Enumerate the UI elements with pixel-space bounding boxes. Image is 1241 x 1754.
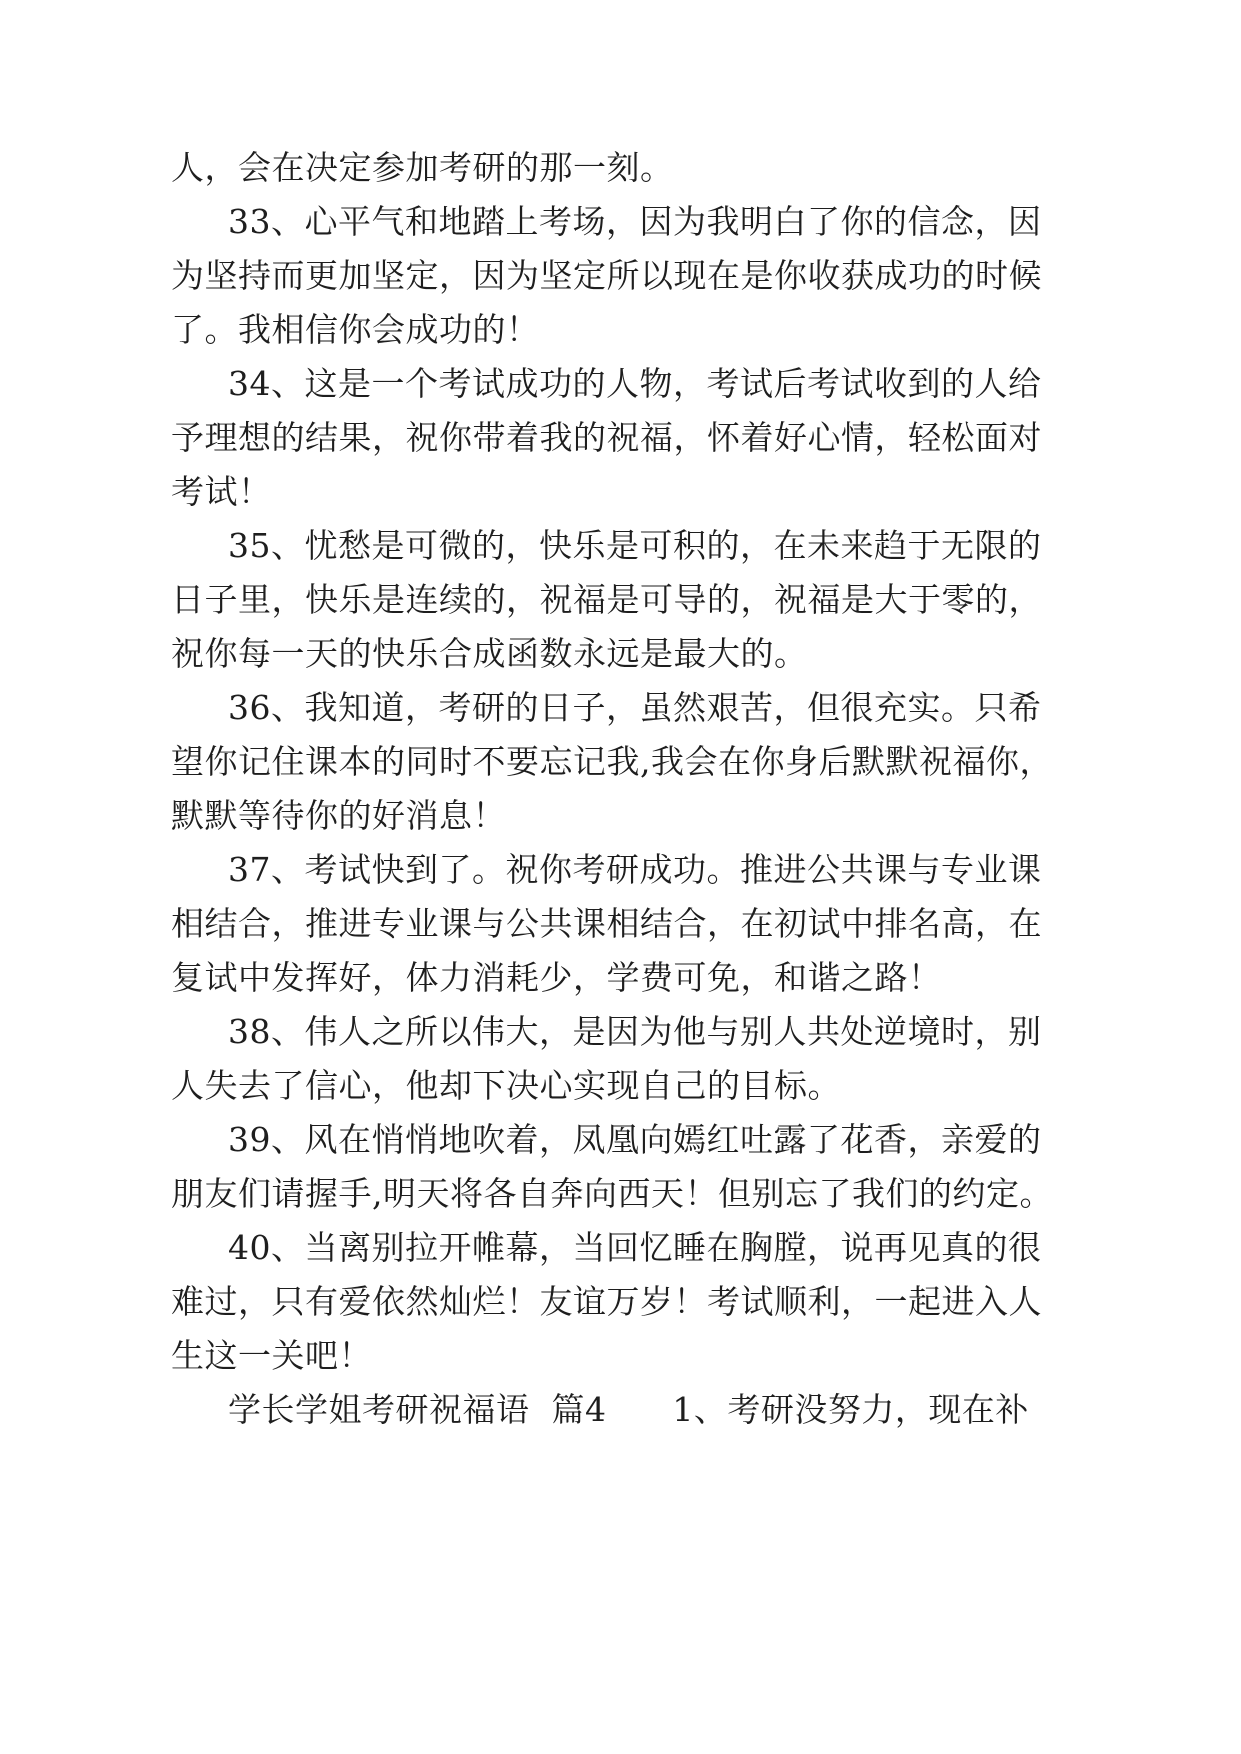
text-line: 考试！	[171, 472, 272, 511]
text-line: 日子里，快乐是连续的，祝福是可导的，祝福是大于零的，	[171, 580, 1042, 619]
text-line: 复试中发挥好，体力消耗少，学费可免，和谐之路！	[171, 958, 942, 997]
text-line: 36、我知道，考研的日子，虽然艰苦，但很充实。只希	[228, 688, 1042, 727]
text-line: 祝你每一天的快乐合成函数永远是最大的。	[171, 634, 808, 673]
text-line: 难过，只有爱依然灿烂！友谊万岁！考试顺利，一起进入人	[171, 1282, 1042, 1321]
text-line: 38、伟人之所以伟大，是因为他与别人共处逆境时，别	[228, 1012, 1042, 1051]
text-line: 望你记住课本的同时不要忘记我,我会在你身后默默祝福你，	[171, 742, 1053, 781]
text-line: 生这一关吧！	[171, 1336, 372, 1375]
text-line: 予理想的结果，祝你带着我的祝福，怀着好心情，轻松面对	[171, 418, 1042, 457]
text-line: 朋友们请握手,明天将各自奔向西天！但别忘了我们的约定。	[171, 1174, 1053, 1213]
text-line: 学长学姐考研祝福语 篇4 1、考研没努力，现在补	[228, 1390, 1029, 1429]
text-line: 40、当离别拉开帷幕，当回忆睡在胸膛，说再见真的很	[228, 1228, 1042, 1267]
text-line: 为坚持而更加坚定，因为坚定所以现在是你收获成功的时候	[171, 256, 1042, 295]
text-line: 默默等待你的好消息！	[171, 796, 506, 835]
text-line: 34、这是一个考试成功的人物，考试后考试收到的人给	[228, 364, 1042, 403]
text-line: 人失去了信心，他却下决心实现自己的目标。	[171, 1066, 841, 1105]
text-line: 39、风在悄悄地吹着，凤凰向嫣红吐露了花香，亲爱的	[228, 1120, 1042, 1159]
text-line: 37、考试快到了。祝你考研成功。推进公共课与专业课	[228, 850, 1042, 889]
text-line: 35、忧愁是可微的，快乐是可积的，在未来趋于无限的	[228, 526, 1042, 565]
text-line: 了。我相信你会成功的！	[171, 310, 540, 349]
text-line: 33、心平气和地踏上考场，因为我明白了你的信念，因	[228, 202, 1042, 241]
text-line: 人，会在决定参加考研的那一刻。	[171, 148, 674, 187]
text-line: 相结合，推进专业课与公共课相结合，在初试中排名高，在	[171, 904, 1042, 943]
